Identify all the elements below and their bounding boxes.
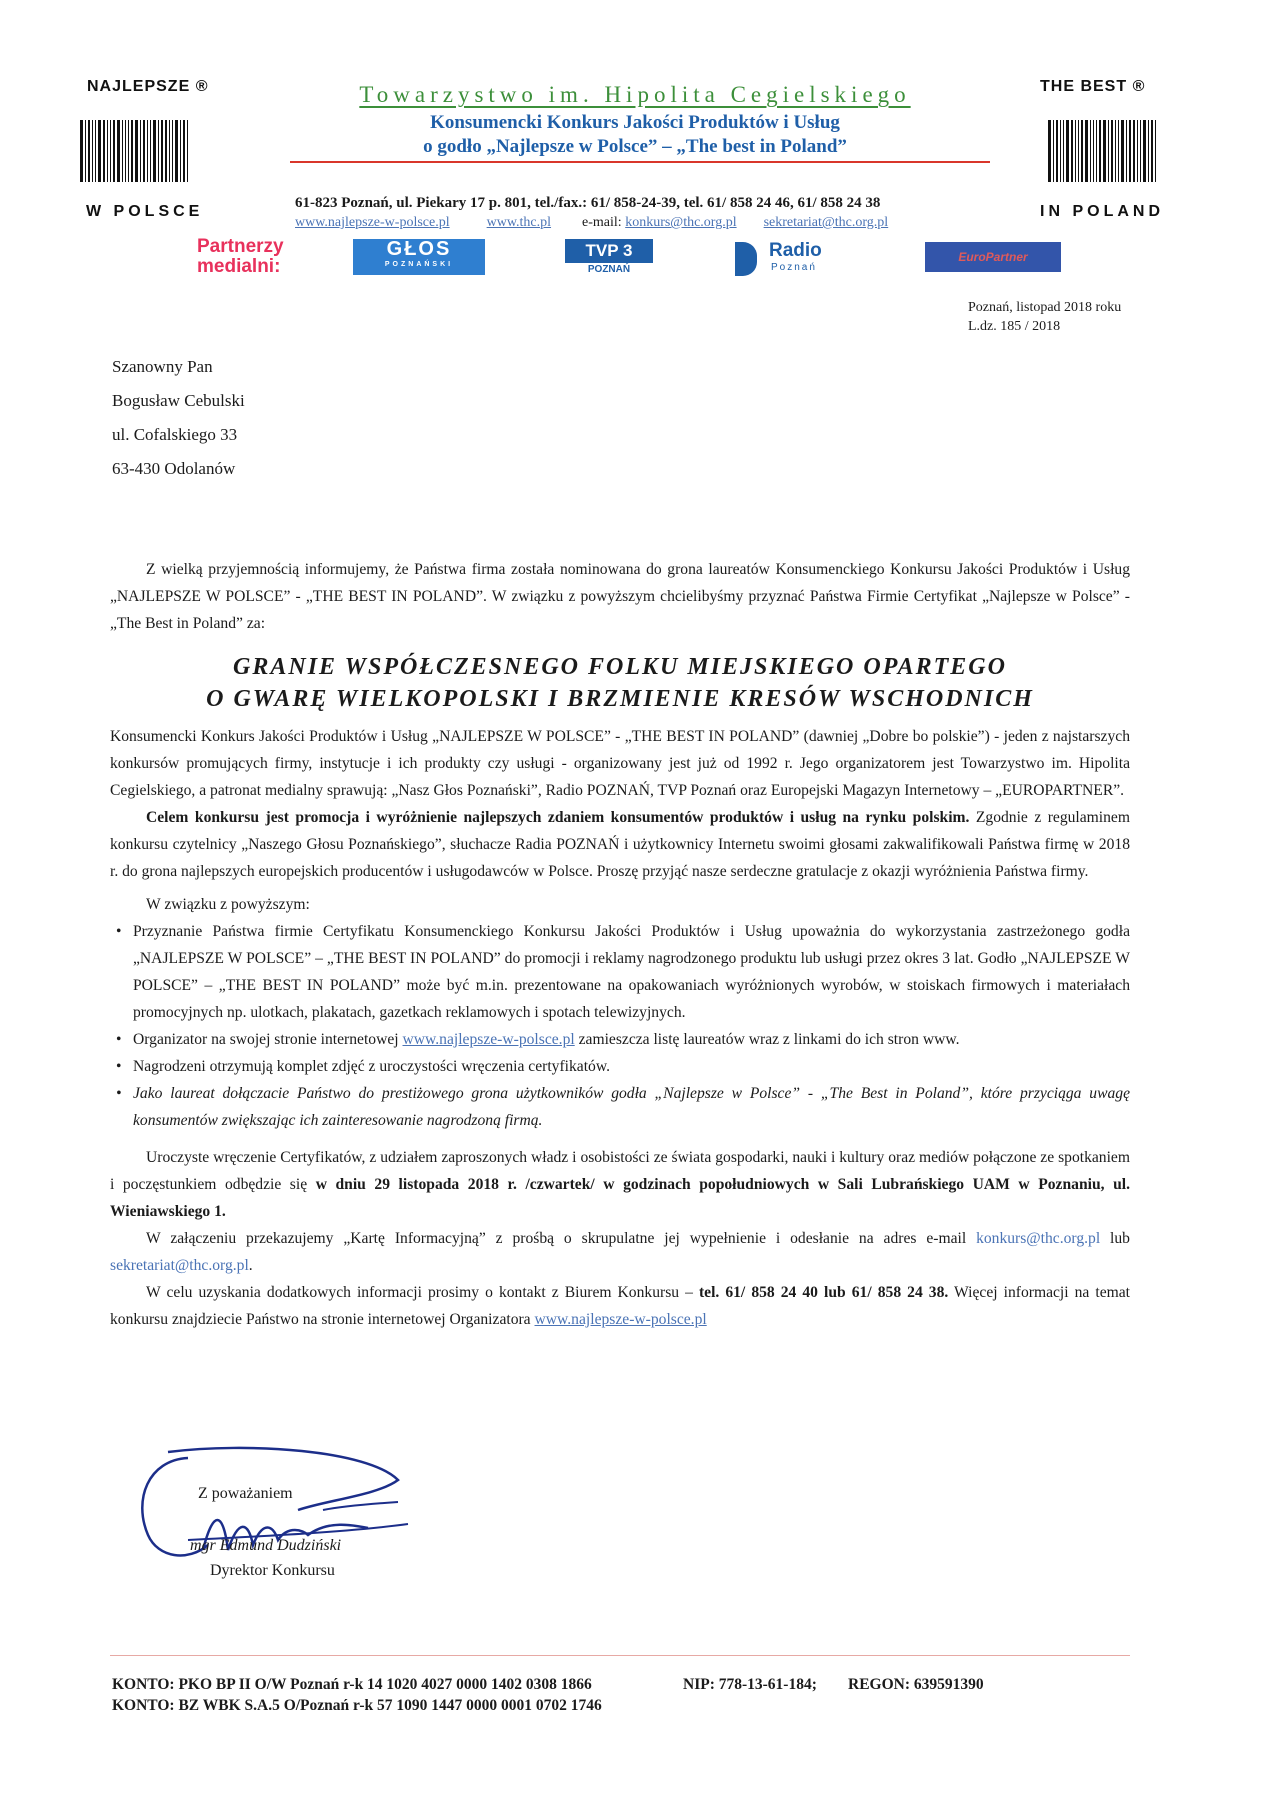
- barcode-bar: [175, 120, 178, 182]
- website-link-thc[interactable]: www.thc.pl: [486, 215, 552, 230]
- org-header: [230, 82, 1040, 158]
- signatory-name: mgr Edmund Dudziński: [190, 1537, 342, 1554]
- benefits-list: [110, 918, 1130, 1134]
- barcode-bar: [1066, 120, 1069, 182]
- contest-goal-paragraph: [110, 804, 1130, 885]
- footer-divider: [110, 1655, 1130, 1656]
- barcode-bar: [117, 120, 120, 182]
- barcode-bar: [183, 120, 185, 182]
- barcode-bar: [1048, 120, 1051, 182]
- glos-logo-text: GŁOS: [386, 238, 452, 260]
- barcode-bar: [1148, 120, 1149, 182]
- barcode-bar: [1155, 120, 1156, 182]
- barcode-bar: [1053, 120, 1054, 182]
- europartner-logo: EuroPartner: [925, 242, 1061, 272]
- headline-line1: GRANIE WSPÓŁCZESNEGO FOLKU MIEJSKIEGO OPARTEGO: [233, 654, 1007, 680]
- tvp3-logo: [565, 239, 653, 275]
- ceremony-paragraph: [110, 1144, 1130, 1225]
- consequences-intro: W związku z powyższym:: [146, 896, 310, 913]
- partners-line2: medialni:: [197, 256, 281, 277]
- left-barcode-icon: [80, 120, 190, 182]
- barcode-bar: [150, 120, 151, 182]
- barcode-bar: [1096, 120, 1097, 182]
- contest-name: Konsumencki Konkurs Jakości Produktów i Usług: [430, 112, 840, 133]
- contact-phones: tel. 61/ 858 24 40 lub 61/ 858 24 38.: [698, 1284, 949, 1301]
- barcode-bar: [172, 120, 173, 182]
- letter-meta: [968, 298, 1121, 336]
- barcode-bar: [158, 120, 159, 182]
- ceremony-pre: Uroczyste wręczenie Certyfikatów, z udziałem zaproszonych władz i osobistości ze świata gospodarki, nauki i kultury oraz mediów połączone ze spotkaniem i poczęstunkiem odbędzie się: [110, 1149, 1130, 1193]
- barcode-bar: [80, 120, 83, 182]
- handwritten-signature-icon: [128, 1440, 448, 1580]
- contest-description-paragraph: Konsumencki Konkurs Jakości Produktów i Usług „NAJLEPSZE W POLSCE” - „THE BEST IN POLAND” (dawniej „Dobre bo polskie”) - jeden z najstarszych konkursów promujących firmy, instytucje i ich produkty czy usługi - organizowany jest już od 1992 r. Jego organizatorem jest Towarzystwo im. Hipolita Cegielskiego, a patronat medialny sprawują: „Nasz Głos Poznański”, Radio POZNAŃ, TVP Poznań oraz Europejski Magazyn Internetowy – „EUROPARTNER”.: [110, 728, 1130, 799]
- email-link-sekretariat[interactable]: sekretariat@thc.org.pl: [763, 215, 889, 230]
- barcode-bar: [92, 120, 93, 182]
- barcode-bar: [1129, 120, 1131, 182]
- barcode-bar: [1056, 120, 1058, 182]
- header-divider: [290, 161, 990, 163]
- benefit-photos: • Nagrodzeni otrzymują komplet zdjęć z uroczystości wręczenia certyfikatów.: [110, 1053, 1130, 1080]
- barcode-bar: [1115, 120, 1116, 182]
- recipient-city: 63-430 Odolanów: [112, 459, 236, 478]
- barcode-bar: [85, 120, 86, 182]
- barcode-bar: [1137, 120, 1138, 182]
- org-links: [295, 215, 888, 231]
- intro-paragraph: Z wielką przyjemnością informujemy, że Państwa firma została nominowana do grona laureatów Konsumenckiego Konkursu Jakości Produktów i Usług „NAJLEPSZE W POLSCE” - „THE BEST IN POLAND”. W związku z powyższym chcielibyśmy przyznać Państwa Firmie Certyfikat „Najlepsze w Polsce” - „The Best in Poland” za:: [110, 561, 1130, 632]
- barcode-bar: [1111, 120, 1113, 182]
- contact-more-info: Więcej informacji na temat konkursu znajdziecie Państwo na stronie internetowej Organizatora: [110, 1284, 1131, 1328]
- barcode-bar: [1078, 120, 1079, 182]
- barcode-bar: [107, 120, 108, 182]
- tvp-logo-sub: POZNAŃ: [587, 264, 631, 275]
- tvp-logo-text: TVP 3: [565, 239, 653, 263]
- right-barcode-icon: [1048, 120, 1158, 182]
- left-brand-bottom: W POLSCE: [86, 203, 204, 220]
- barcode-bar: [103, 120, 105, 182]
- attachment-paragraph: [110, 1225, 1130, 1279]
- barcode-bar: [1071, 120, 1073, 182]
- glos-poznanski-logo: [353, 239, 485, 275]
- reference-number: L.dz. 185 / 2018: [968, 319, 1061, 334]
- barcode-bar: [1108, 120, 1109, 182]
- contest-goal-rest: Zgodnie z regulaminem konkursu czytelnicy „Naszego Głosu Poznańskiego”, słuchacze Radia POZNAŃ i użytkownicy Internetu swoimi głosami zakwalifikowali Państwa firmę w 2018 r. do grona najlepszych europejskich producentów i usługodawców w Polsce. Proszę przyjąć nasze serdeczne gratulacje z okazji wyróżnienia Państwa firmy.: [110, 809, 1130, 880]
- email-link-konkurs[interactable]: konkurs@thc.org.pl: [625, 215, 737, 230]
- benefit2-website-link[interactable]: www.najlepsze-w-polsce.pl: [402, 1031, 575, 1048]
- barcode-bar: [180, 120, 181, 182]
- barcode-bar: [1063, 120, 1064, 182]
- barcode-bar: [140, 120, 141, 182]
- signatory-title: Dyrektor Konkursu: [210, 1562, 335, 1579]
- recipient-block: [112, 350, 245, 486]
- barcode-bar: [1103, 120, 1106, 182]
- radio-r-icon: [735, 242, 757, 276]
- org-name: Towarzystwo im. Hipolita Cegielskiego: [359, 82, 911, 107]
- barcode-bar: [169, 120, 170, 182]
- barcode-bar: [143, 120, 145, 182]
- contest-motto: o godło „Najlepsze w Polsce” – „The best in Poland”: [423, 136, 847, 157]
- ceremony-details: w dniu 29 listopada 2018 r. /czwartek/ w godzinach popołudniowych w Sali Lubrańskiego UAM w Poznaniu, ul. Wieniawskiego 1.: [110, 1176, 1130, 1220]
- barcode-bar: [125, 120, 126, 182]
- attachment-email-konkurs[interactable]: konkurs@thc.org.pl: [976, 1230, 1101, 1247]
- barcode-bar: [131, 120, 133, 182]
- place-date: Poznań, listopad 2018 roku: [968, 300, 1122, 315]
- letter-body: [110, 556, 1130, 637]
- left-brand-top: NAJLEPSZE ®: [87, 78, 209, 95]
- barcode-bar: [1118, 120, 1119, 182]
- letter-body-main: [110, 723, 1130, 1333]
- attachment-mid: lub: [1100, 1230, 1130, 1247]
- attachment-email-sekretariat[interactable]: sekretariat@thc.org.pl: [110, 1257, 249, 1274]
- radio-poznan-logo: [735, 242, 855, 278]
- org-address: 61-823 Poznań, ul. Piekary 17 p. 801, tel./fax.: 61/ 858-24-39, tel. 61/ 858 24 46, 61/ 858 24 38: [295, 195, 881, 211]
- closing-phrase: Z poważaniem: [198, 1485, 293, 1502]
- partners-line1: Partnerzy: [197, 236, 284, 257]
- barcode-bar: [1133, 120, 1135, 182]
- barcode-bar: [88, 120, 90, 182]
- email-label: e-mail:: [582, 215, 622, 230]
- website-link-najlepsze[interactable]: www.najlepsze-w-polsce.pl: [295, 215, 450, 230]
- barcode-bar: [1126, 120, 1127, 182]
- benefit-certificate: • Przyznanie Państwa firmie Certyfikatu Konsumenckiego Konkursu Jakości Produktów i Usług upoważnia do wykorzystania zastrzeżonego godła „NAJLEPSZE W POLSCE” – „THE BEST IN POLAND” do promocji i reklamy nagrodzonego produktu lub usługi przez okres 3 lat. Godło „NAJLEPSZE W POLSCE” – „THE BEST IN POLAND” może być m.in. prezentowane na opakowaniach wyróżnionych wyrobów, w stoiskach firmowych i materiałach promocyjnych np. ulotkach, plakatach, gazetkach reklamowych i spotach telewizyjnych.: [110, 918, 1130, 1026]
- media-partners-label: [197, 237, 284, 277]
- attachment-end: .: [248, 1257, 253, 1274]
- award-headline: [110, 651, 1130, 715]
- recipient-street: ul. Cofalskiego 33: [112, 425, 238, 444]
- right-brand-top: THE BEST ®: [1040, 78, 1146, 95]
- recipient-salutation: Szanowny Pan: [112, 357, 213, 376]
- barcode-bar: [161, 120, 163, 182]
- barcode-bar: [1060, 120, 1061, 182]
- barcode-bar: [113, 120, 115, 182]
- barcode-bar: [1151, 120, 1153, 182]
- benefit-prestige: • Jako laureat dołączacie Państwo do prestiżowego grona użytkowników godła „Najlepsze w Polsce” - „The Best in Poland”, które przyciąga uwagę konsumentów zwiększając ich zainteresowanie nagrodzoną firmą.: [110, 1080, 1130, 1134]
- barcode-bar: [1081, 120, 1083, 182]
- barcode-bar: [1075, 120, 1076, 182]
- contact-paragraph: [110, 1279, 1130, 1333]
- barcode-bar: [147, 120, 148, 182]
- barcode-bar: [165, 120, 167, 182]
- contact-website-link[interactable]: www.najlepsze-w-polsce.pl: [534, 1311, 707, 1328]
- nip-number: NIP: 778-13-61-184;: [683, 1676, 817, 1693]
- barcode-bar: [95, 120, 96, 182]
- barcode-bar: [153, 120, 156, 182]
- contest-goal-bold: Celem konkursu jest promocja i wyróżnienie najlepszych zdaniem konsumentów produktów i usług na rynku polskim.: [146, 809, 970, 826]
- bank-account-pko: KONTO: PKO BP II O/W Poznań r-k 14 1020 4027 0000 1402 0308 1866: [112, 1676, 592, 1693]
- barcode-bar: [98, 120, 101, 182]
- barcode-bar: [110, 120, 111, 182]
- barcode-bar: [1093, 120, 1094, 182]
- attachment-pre: W załączeniu przekazujemy „Kartę Informacyjną” z prośbą o skrupulatne jej wypełnienie i odesłanie na adres e-mail: [146, 1230, 977, 1247]
- recipient-name: Bogusław Cebulski: [112, 391, 245, 410]
- bank-account-bzwbk: KONTO: BZ WBK S.A.5 O/Poznań r-k 57 1090 1447 0000 0001 0702 1746: [112, 1697, 602, 1714]
- barcode-bar: [187, 120, 188, 182]
- barcode-bar: [1090, 120, 1091, 182]
- contact-pre: W celu uzyskania dodatkowych informacji prosimy o kontakt z Biurem Konkursu –: [146, 1284, 699, 1301]
- barcode-bar: [135, 120, 138, 182]
- barcode-bar: [1099, 120, 1101, 182]
- benefit-website-list: [110, 1026, 1130, 1053]
- glos-logo-sub: POZNAŃSKI: [384, 261, 454, 268]
- barcode-bar: [1143, 120, 1146, 182]
- benefit2-pre: Organizator na swojej stronie internetowej: [133, 1031, 403, 1048]
- benefit2-post: zamieszcza listę laureatów wraz z linkami do ich stron www.: [574, 1031, 960, 1048]
- radio-logo-text: Radio: [769, 240, 822, 261]
- barcode-bar: [1121, 120, 1124, 182]
- barcode-bar: [122, 120, 123, 182]
- barcode-bar: [1140, 120, 1141, 182]
- barcode-bar: [128, 120, 129, 182]
- right-brand-bottom: IN POLAND: [1040, 203, 1164, 220]
- radio-logo-sub: Poznań: [771, 262, 817, 273]
- barcode-bar: [1085, 120, 1088, 182]
- headline-line2: O GWARĘ WIELKOPOLSKI I BRZMIENIE KRESÓW WSCHODNICH: [206, 686, 1034, 712]
- regon-number: REGON: 639591390: [848, 1676, 984, 1693]
